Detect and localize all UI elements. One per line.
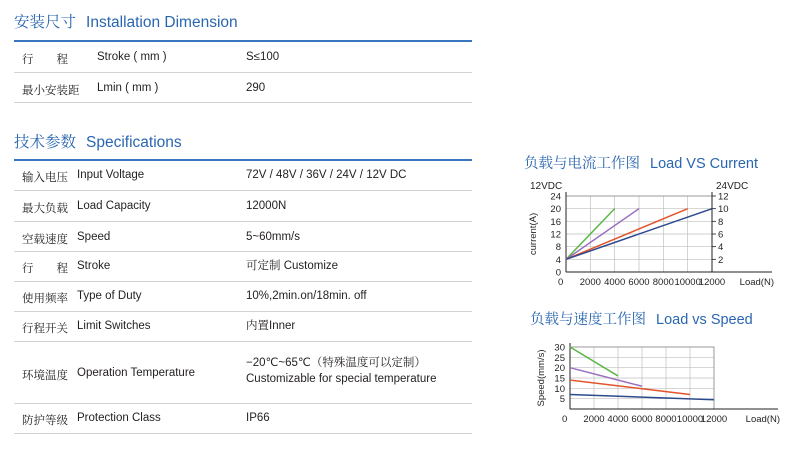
row-value: IP66 [246, 412, 270, 424]
current-chart-title-cn: 负载与电流工作图 [524, 156, 640, 172]
current-chart-title-en: Load VS Current [650, 156, 759, 172]
y-tick-label: 25 [554, 352, 565, 364]
specs-title-cn: 技术参数 [14, 134, 77, 151]
y-tick-label: 5 [559, 394, 565, 406]
row-label-cn: 防护等级 [22, 415, 68, 427]
row-label-en: Limit Switches [77, 320, 151, 332]
y-tick-label: 12 [550, 229, 561, 241]
row-label-cn: 输入电压 [22, 172, 68, 184]
series-line [570, 368, 642, 387]
row-label-cn: 环境温度 [22, 370, 68, 382]
right-axis-unit: 24VDC [716, 181, 749, 192]
x-tick-label: 6000 [631, 414, 653, 425]
y-tick-label: 0 [555, 267, 561, 279]
row-label-en: Protection Class [77, 412, 161, 424]
y-axis-label: current(A) [528, 212, 539, 256]
row-value: 内置Inner [246, 320, 296, 332]
install-title-cn: 安装尺寸 [14, 14, 77, 31]
right-y-tick-label: 12 [718, 191, 729, 203]
speed-chart-title-en: Load vs Speed [656, 312, 753, 328]
row-label-en: Type of Duty [77, 290, 142, 302]
x-axis-label: Load(N) [745, 414, 780, 425]
row-value: 72V / 48V / 36V / 24V / 12V DC [246, 169, 407, 181]
y-tick-label: 15 [554, 373, 565, 385]
row-label-cn: 空载速度 [22, 234, 68, 246]
right-y-tick-label: 10 [718, 204, 729, 216]
y-tick-label: 8 [555, 242, 561, 254]
row-label-en: Stroke [77, 260, 111, 272]
x-tick-label: 2000 [579, 277, 601, 288]
specs-title-en: Specifications [86, 134, 182, 151]
row-value-secondary: Customizable for special temperature [246, 373, 437, 385]
row-label-cn: 行 程 [22, 54, 68, 66]
row-label-cn: 行程开关 [22, 323, 68, 335]
row-value: 5~60mm/s [246, 231, 301, 243]
x-tick-label-origin: 0 [558, 277, 564, 288]
x-tick-label: 4000 [604, 277, 626, 288]
right-y-tick-label: 8 [718, 216, 724, 228]
x-tick-label: 10000 [674, 277, 701, 288]
series-line [570, 380, 690, 394]
row-label-en: Stroke ( mm ) [97, 51, 167, 63]
row-value: 可定制 Customize [246, 260, 339, 272]
install-title-en: Installation Dimension [86, 14, 238, 31]
x-tick-label: 8000 [652, 277, 674, 288]
y-tick-label: 10 [554, 383, 565, 395]
row-label-en: Lmin ( mm ) [97, 82, 159, 94]
row-value: 290 [246, 82, 266, 94]
x-tick-label: 6000 [628, 277, 650, 288]
x-tick-label-origin: 0 [562, 414, 568, 425]
x-tick-label: 4000 [607, 414, 629, 425]
x-axis-label: Load(N) [739, 277, 774, 288]
y-tick-label: 20 [550, 204, 561, 216]
x-tick-label: 8000 [655, 414, 677, 425]
row-label-en: Input Voltage [77, 169, 145, 181]
y-tick-label: 30 [554, 342, 565, 354]
row-label-cn: 行 程 [22, 263, 68, 275]
row-label-en: Operation Temperature [77, 367, 196, 379]
row-value: −20℃~65℃（特殊温度可以定制） [246, 357, 426, 369]
y-tick-label: 4 [555, 254, 561, 266]
x-tick-label: 10000 [676, 414, 704, 425]
row-label-cn: 最小安装距 [22, 85, 80, 97]
row-label-en: Speed [77, 231, 111, 243]
speed-chart-title-cn: 负载与速度工作图 [530, 312, 646, 328]
row-value: 10%,2min.on/18min. off [246, 290, 367, 302]
y-tick-label: 20 [554, 363, 565, 375]
right-y-tick-label: 6 [718, 229, 724, 241]
row-value: S≤100 [246, 51, 280, 63]
row-label-en: Load Capacity [77, 200, 151, 212]
right-y-tick-label: 4 [718, 242, 724, 254]
y-tick-label: 16 [550, 216, 561, 228]
row-label-cn: 最大负载 [22, 203, 68, 215]
x-tick-label: 12000 [700, 414, 728, 425]
right-y-tick-label: 2 [718, 254, 724, 266]
row-value: 12000N [246, 200, 287, 212]
x-tick-label: 2000 [583, 414, 605, 425]
left-axis-unit: 12VDC [530, 181, 563, 192]
row-label-cn: 使用频率 [22, 293, 68, 305]
y-tick-label: 24 [550, 191, 561, 203]
y-axis-label: Speed(mm/s) [536, 349, 547, 407]
x-tick-label: 12000 [698, 277, 726, 288]
